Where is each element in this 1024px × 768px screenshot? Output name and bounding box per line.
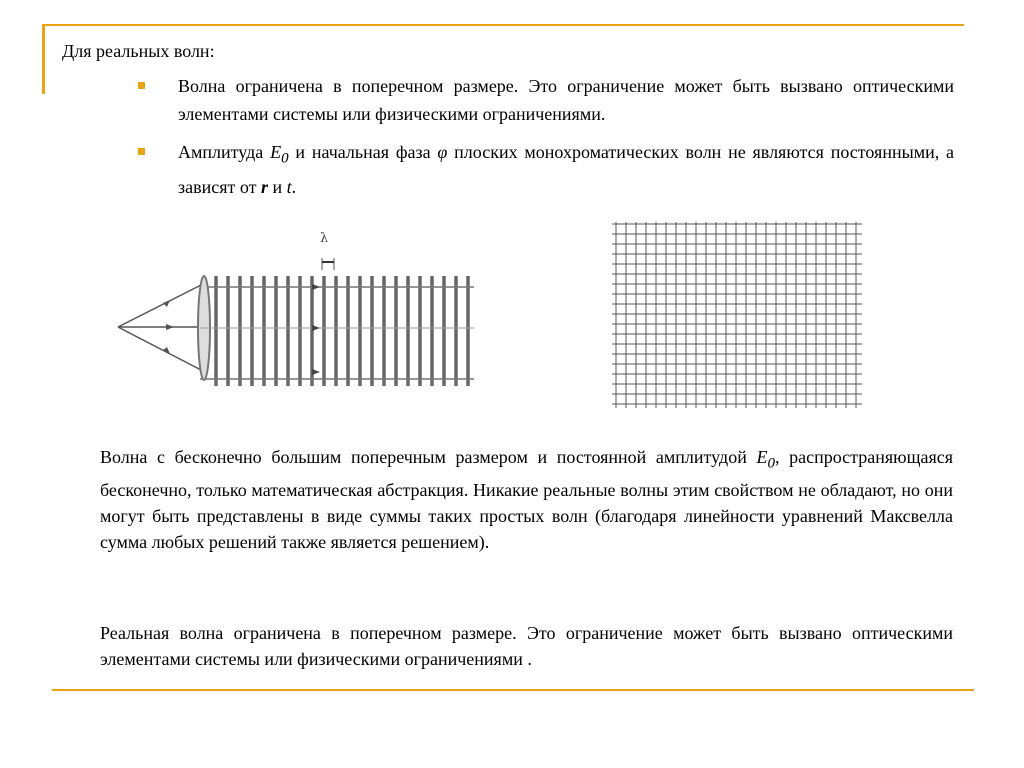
amplitude-subscript: 0 bbox=[767, 455, 775, 472]
square-bullet-icon bbox=[138, 148, 145, 155]
arrow-icon bbox=[166, 324, 174, 330]
bullet-item bbox=[138, 138, 954, 201]
lens-wave-figure bbox=[108, 218, 480, 396]
paragraph-text: , распространяющаяся бесконечно, только математическая абстракция. Никакие реальные волны этим свойством не обладают, но они могут быть представлены в виде суммы таких простых волн (благодаря линейности уравнений Максвелла сумма любых решений также является решением). bbox=[100, 447, 953, 552]
ray-bottom bbox=[118, 327, 203, 371]
arrow-icon bbox=[312, 369, 320, 375]
bullet-text-part: и начальная фаза bbox=[288, 142, 438, 162]
frame-left-line bbox=[42, 24, 45, 94]
slide-heading: Для реальных волн: bbox=[62, 41, 215, 61]
amplitude-symbol: E bbox=[756, 447, 768, 467]
phase-symbol: φ bbox=[437, 142, 448, 162]
arrow-icon bbox=[163, 300, 170, 307]
square-bullet-icon bbox=[138, 82, 145, 89]
bullet-text-part: Амплитуда bbox=[178, 142, 271, 162]
plane-wave-grid-figure bbox=[612, 220, 864, 410]
amplitude-symbol: E bbox=[270, 142, 282, 162]
paragraph-real-wave: Реальная волна ограничена в поперечном размере. Это ограничение может быть вызвано оптическими элементами системы или физическими ограничениями . bbox=[100, 623, 953, 669]
ray-top bbox=[118, 284, 203, 327]
time-symbol: t bbox=[286, 176, 292, 197]
bullet-list bbox=[138, 72, 954, 211]
amplitude-subscript: 0 bbox=[281, 150, 289, 167]
bullet-item bbox=[138, 72, 954, 128]
frame-bottom-line bbox=[52, 689, 974, 691]
wavelength-label: λ bbox=[320, 231, 329, 246]
radius-vector-symbol: r bbox=[261, 176, 269, 197]
bullet-text-part: плоских монохроматических волн не являются постоянными, а зависят от bbox=[178, 142, 955, 197]
frame-top-line bbox=[42, 24, 964, 26]
bullet-text-part: и bbox=[268, 176, 287, 197]
bullet-text: Волна ограничена в поперечном размере. Это ограничение может быть вызвано оптическими элементами системы или физическими ограничениями. bbox=[178, 76, 954, 124]
bullet-text-part: . bbox=[291, 176, 297, 197]
arrow-icon bbox=[312, 284, 320, 290]
paragraph-infinite-wave bbox=[100, 444, 953, 555]
arrow-icon bbox=[312, 325, 320, 331]
paragraph-text: Волна с бесконечно большим поперечным размером и постоянной амплитудой bbox=[100, 447, 757, 467]
